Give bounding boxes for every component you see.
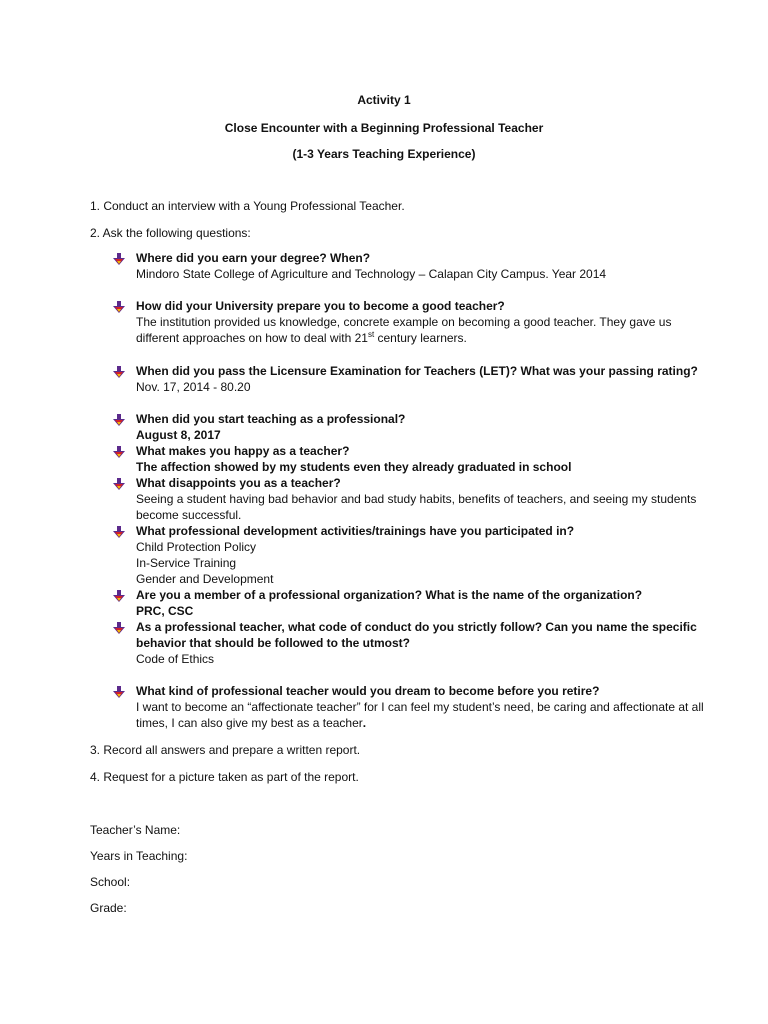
answer-text: The institution provided us knowledge, concrete example on becoming a good teacher. They gave us different approaches on how to deal with 21st century learners.	[136, 315, 672, 345]
page-subtitle: (1-3 Years Teaching Experience)	[292, 147, 476, 161]
arrow-bullet-icon	[112, 685, 126, 699]
answer-text: I want to become an “affectionate teacher” for I can feel my student’s need, be caring and affectionate at all times, I can also give my best as a teacher.	[136, 700, 704, 730]
question-item	[112, 523, 712, 587]
question-item	[112, 619, 712, 667]
teacher-name-label: Teacher’s Name:	[90, 823, 181, 837]
question-item	[112, 363, 712, 395]
step-2: 2. Ask the following questions:	[90, 226, 251, 240]
answer-text: In-Service Training	[136, 556, 237, 570]
question-item	[112, 298, 712, 346]
years-in-teaching-label: Years in Teaching:	[90, 849, 188, 863]
question-text: How did your University prepare you to become a good teacher?	[136, 299, 505, 313]
answer-text: Child Protection Policy	[136, 540, 257, 554]
answer-text: The affection showed by my students even they already graduated in school	[136, 460, 572, 474]
answer-text: Mindoro State College of Agriculture and Technology – Calapan City Campus. Year 2014	[136, 267, 607, 281]
grade-label: Grade:	[90, 901, 127, 915]
arrow-bullet-icon	[112, 300, 126, 314]
question-text: When did you start teaching as a professional?	[136, 412, 406, 426]
step-3: 3. Record all answers and prepare a written report.	[90, 743, 361, 757]
step-1: 1. Conduct an interview with a Young Professional Teacher.	[90, 199, 405, 213]
question-item	[112, 683, 712, 731]
activity-label: Activity 1	[357, 93, 411, 107]
step-4: 4. Request for a picture taken as part of the report.	[90, 770, 359, 784]
answer-text: Code of Ethics	[136, 652, 215, 666]
arrow-bullet-icon	[112, 589, 126, 603]
page-title: Close Encounter with a Beginning Professional Teacher	[224, 121, 544, 135]
question-text: Are you a member of a professional organization? What is the name of the organization?	[136, 588, 643, 602]
arrow-bullet-icon	[112, 252, 126, 266]
arrow-bullet-icon	[112, 413, 126, 427]
answer-text: PRC, CSC	[136, 604, 194, 618]
question-item	[112, 443, 712, 475]
answer-text: Nov. 17, 2014 - 80.20	[136, 380, 251, 394]
question-text: What kind of professional teacher would you dream to become before you retire?	[136, 684, 600, 698]
question-item	[112, 475, 712, 523]
answer-text: August 8, 2017	[136, 428, 221, 442]
arrow-bullet-icon	[112, 477, 126, 491]
question-item	[112, 250, 712, 282]
arrow-bullet-icon	[112, 365, 126, 379]
answer-text: Seeing a student having bad behavior and bad study habits, benefits of teachers, and seeing my students become successful.	[136, 492, 697, 522]
arrow-bullet-icon	[112, 525, 126, 539]
question-text: Where did you earn your degree? When?	[136, 251, 371, 265]
question-item	[112, 411, 712, 443]
question-item	[112, 587, 712, 619]
arrow-bullet-icon	[112, 621, 126, 635]
question-text: What disappoints you as a teacher?	[136, 476, 341, 490]
school-label: School:	[90, 875, 131, 889]
question-text: What professional development activities/trainings have you participated in?	[136, 524, 575, 538]
question-text: As a professional teacher, what code of conduct do you strictly follow? Can you name the specific behavior that should be followed to the utmost?	[136, 620, 697, 650]
arrow-bullet-icon	[112, 445, 126, 459]
answer-text: Gender and Development	[136, 572, 274, 586]
question-text: When did you pass the Licensure Examination for Teachers (LET)? What was your passing rating?	[136, 364, 698, 378]
question-text: What makes you happy as a teacher?	[136, 444, 350, 458]
